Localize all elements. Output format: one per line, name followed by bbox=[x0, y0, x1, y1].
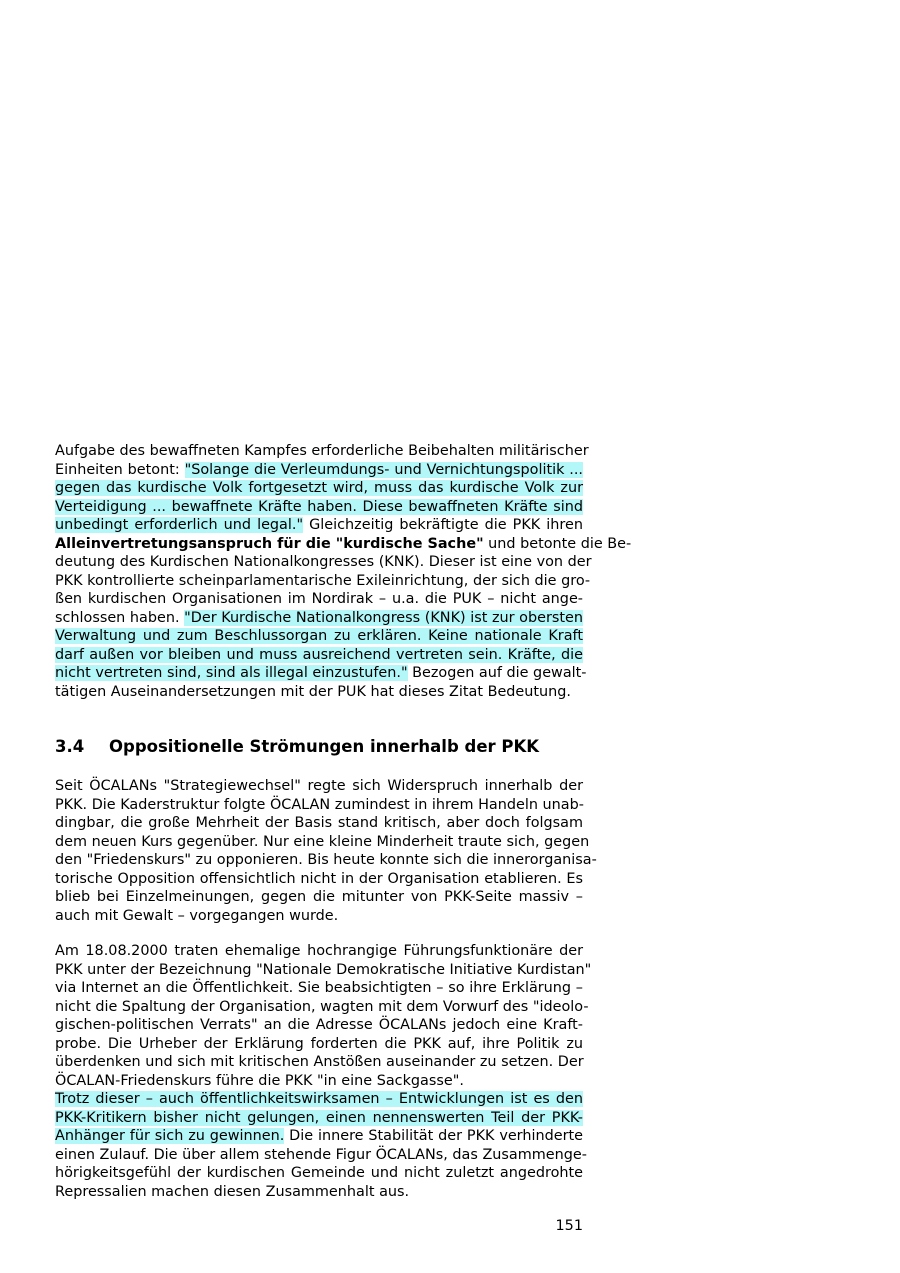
text-line bbox=[55, 627, 583, 646]
text-line: Aufgabe des bewaffneten Kampfes erforderliche Beibehalten militärischer bbox=[55, 443, 589, 459]
text-line: ÖCALAN-Friedenskurs führe die PKK "in eine Sackgasse". bbox=[55, 1072, 464, 1089]
text-line: Am 18.08.2000 traten ehemalige hochrangige Führungsfunktionäre der bbox=[55, 943, 583, 959]
page-number: 151 bbox=[555, 1218, 583, 1234]
text-line bbox=[55, 1109, 583, 1128]
text-line: PKK. Die Kaderstruktur folgte ÖCALAN zumindest in ihrem Handeln unab- bbox=[55, 796, 584, 813]
text-line: via Internet an die Öffentlichkeit. Sie beabsichtigten – so ihre Erklärung – bbox=[55, 980, 583, 996]
text-line: nicht die Spaltung der Organisation, wagten mit dem Vorwurf des "ideolo- bbox=[55, 998, 589, 1015]
text-line: tätigen Auseinandersetzungen mit der PUK hat dieses Zitat Bedeutung. bbox=[55, 683, 571, 700]
text-line: gischen-politischen Verrats" an die Adresse ÖCALANs jedoch eine Kraft- bbox=[55, 1017, 583, 1033]
paragraph-3 bbox=[55, 942, 592, 1201]
text-line: Seit ÖCALANs "Strategiewechsel" regte sich Widerspruch innerhalb der bbox=[55, 778, 583, 794]
highlighted-sentence: Trotz dieser – auch öffentlichkeitswirksamen – Entwicklungen ist es den bbox=[55, 1091, 583, 1107]
text-line: den "Friedenskurs" zu opponieren. Bis heute konnte sich die innerorganisa- bbox=[55, 852, 597, 868]
text-line: probe. Die Urheber der Erklärung forderten die PKK auf, ihre Politik zu bbox=[55, 1035, 583, 1052]
section-title: Oppositionelle Strömungen innerhalb der PKK bbox=[109, 737, 540, 756]
text-line: Alleinvertretungsanspruch für die "kurdische Sache" und betonte die Be- bbox=[55, 535, 632, 552]
text-line bbox=[55, 498, 583, 517]
highlighted-quote: darf außen vor bleiben und muss ausreichend vertreten sein. Kräfte, die bbox=[55, 646, 583, 663]
text-line: schlossen haben. "Der Kurdische Nationalkongress (KNK) ist zur obersten bbox=[55, 609, 583, 626]
text-line: ßen kurdischen Organisationen im Nordirak – u.a. die PUK – nicht ange- bbox=[55, 591, 583, 607]
text-line: PKK kontrollierte scheinparlamentarische Exileinrichtung, der sich die gro- bbox=[55, 572, 591, 589]
text-line: unbedingt erforderlich und legal." Gleichzeitig bekräftigte die PKK ihren bbox=[55, 517, 583, 533]
text-line: dingbar, die große Mehrheit der Basis stand kritisch, aber doch folgsam bbox=[55, 815, 583, 831]
text-line: Einheiten betont: "Solange die Verleumdungs- und Vernichtungspolitik ... bbox=[55, 461, 584, 478]
bold-phrase: Alleinvertretungsanspruch für die "kurdische Sache" bbox=[55, 535, 484, 552]
highlighted-quote: Verwaltung und zum Beschlussorgan zu erklären. Keine nationale Kraft bbox=[55, 628, 583, 644]
highlighted-quote: unbedingt erforderlich und legal." bbox=[55, 517, 304, 533]
highlighted-sentence: Anhänger für sich zu gewinnen. bbox=[55, 1128, 285, 1144]
text-line: hörigkeitsgefühl der kurdischen Gemeinde und nicht zuletzt angedrohte bbox=[55, 1165, 583, 1181]
paragraph-1 bbox=[55, 442, 632, 701]
paragraph-2 bbox=[55, 777, 597, 925]
highlighted-quote: "Der Kurdische Nationalkongress (KNK) ist zur obersten bbox=[184, 609, 583, 626]
highlighted-sentence: PKK-Kritikern bisher nicht gelungen, einen nennenswerten Teil der PKK- bbox=[55, 1109, 583, 1126]
section-number: 3.4 bbox=[55, 737, 85, 756]
highlighted-quote: Verteidigung ... bewaffnete Kräfte haben. Diese bewaffneten Kräfte sind bbox=[55, 498, 583, 515]
text-line bbox=[55, 646, 583, 665]
text-line: Repressalien machen diesen Zusammenhalt aus. bbox=[55, 1183, 410, 1200]
text-line: nicht vertreten sind, sind als illegal einzustufen." Bezogen auf die gewalt- bbox=[55, 665, 587, 681]
text-line bbox=[55, 1090, 583, 1109]
text-line: Anhänger für sich zu gewinnen. Die innere Stabilität der PKK verhinderte bbox=[55, 1128, 583, 1144]
highlighted-quote: nicht vertreten sind, sind als illegal einzustufen." bbox=[55, 665, 408, 681]
text-line: blieb bei Einzelmeinungen, gegen die mitunter von PKK-Seite massiv – bbox=[55, 889, 583, 905]
text-line: torische Opposition offensichtlich nicht in der Organisation etablieren. Es bbox=[55, 870, 583, 887]
highlighted-quote: gegen das kurdische Volk fortgesetzt wird, muss das kurdische Volk zur bbox=[55, 480, 583, 496]
text-line: deutung des Kurdischen Nationalkongresses (KNK). Dieser ist eine von der bbox=[55, 554, 592, 570]
text-line: überdenken und sich mit kritischen Anstößen auseinander zu setzen. Der bbox=[55, 1054, 584, 1070]
section-heading bbox=[55, 737, 583, 757]
text-line: dem neuen Kurs gegenüber. Nur eine kleine Minderheit traute sich, gegen bbox=[55, 833, 590, 850]
text-line bbox=[55, 479, 583, 498]
text-line: einen Zulauf. Die über allem stehende Figur ÖCALANs, das Zusammenge- bbox=[55, 1146, 587, 1163]
text-line: auch mit Gewalt – vorgegangen wurde. bbox=[55, 907, 339, 924]
text-line: PKK unter der Bezeichnung "Nationale Demokratische Initiative Kurdistan" bbox=[55, 961, 592, 978]
highlighted-quote: "Solange die Verleumdungs- und Vernichtungspolitik ... bbox=[184, 461, 584, 478]
